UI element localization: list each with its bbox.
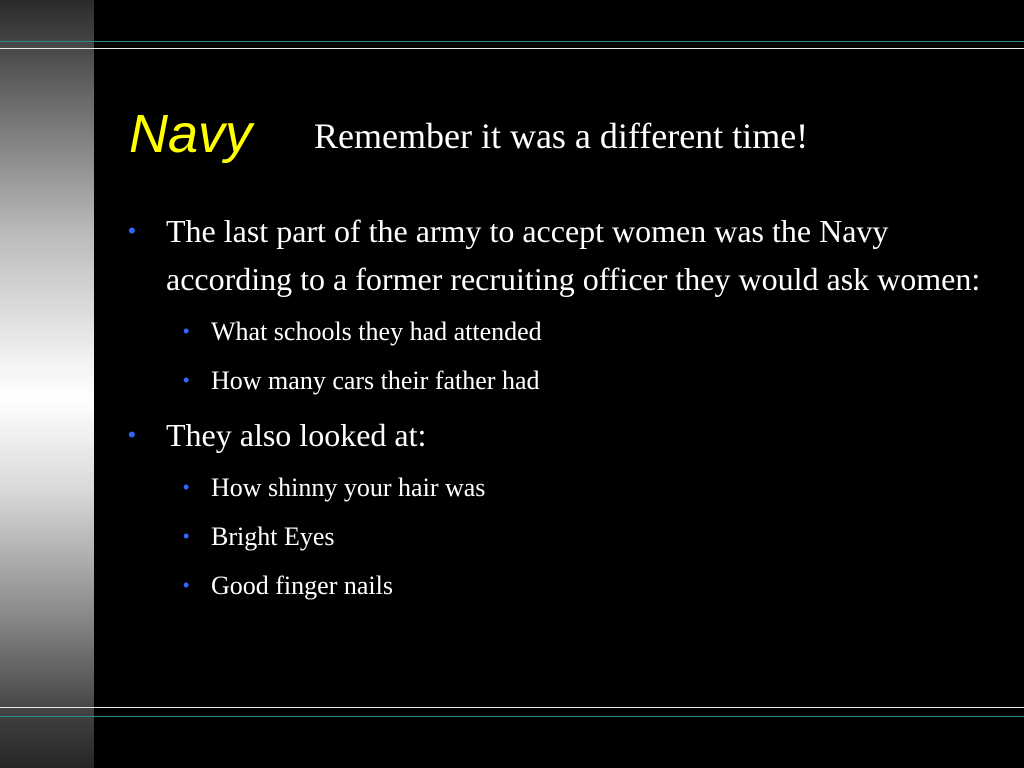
sub-bullet-text: What schools they had attended [211, 317, 542, 346]
sub-bullet-item [128, 356, 988, 405]
bottom-accent-rule [0, 716, 1024, 717]
bullet-item [128, 411, 988, 459]
sub-bullet-marker-icon: • [183, 477, 190, 497]
sub-bullet-text: Bright Eyes [211, 522, 335, 551]
sub-bullet-marker-icon: • [183, 370, 190, 390]
sub-bullet-marker-icon: • [183, 526, 190, 546]
sub-bullet-item [128, 512, 988, 561]
sub-bullet-item [128, 307, 988, 356]
sub-bullet-marker-icon: • [183, 575, 190, 595]
slide-subtitle: Remember it was a different time! [314, 116, 809, 156]
sub-bullet-text: How shinny your hair was [211, 473, 486, 502]
bullet-content [128, 207, 988, 616]
top-light-rule [0, 48, 1024, 49]
sub-bullet-item [128, 463, 988, 512]
bullet-marker-icon: • [128, 218, 136, 243]
bullet-marker-icon: • [128, 422, 136, 447]
bullet-item [128, 207, 988, 303]
bullet-list [128, 207, 988, 610]
sub-bullet-text: Good finger nails [211, 571, 393, 600]
bullet-text: They also looked at: [166, 417, 427, 453]
sub-bullet-item [128, 561, 988, 610]
slide-title: Navy [129, 104, 253, 164]
left-gradient-band [0, 0, 94, 768]
top-accent-rule [0, 41, 1024, 42]
sub-list-container [128, 463, 988, 610]
sub-bullet-text: How many cars their father had [211, 366, 540, 395]
sub-bullet-marker-icon: • [183, 321, 190, 341]
bullet-text: The last part of the army to accept women was the Navy according to a former recruiting officer they would ask women: [166, 213, 981, 297]
sub-bullet-list [128, 463, 988, 610]
sub-list-container [128, 307, 988, 405]
bottom-light-rule [0, 707, 1024, 708]
sub-bullet-list [128, 307, 988, 405]
